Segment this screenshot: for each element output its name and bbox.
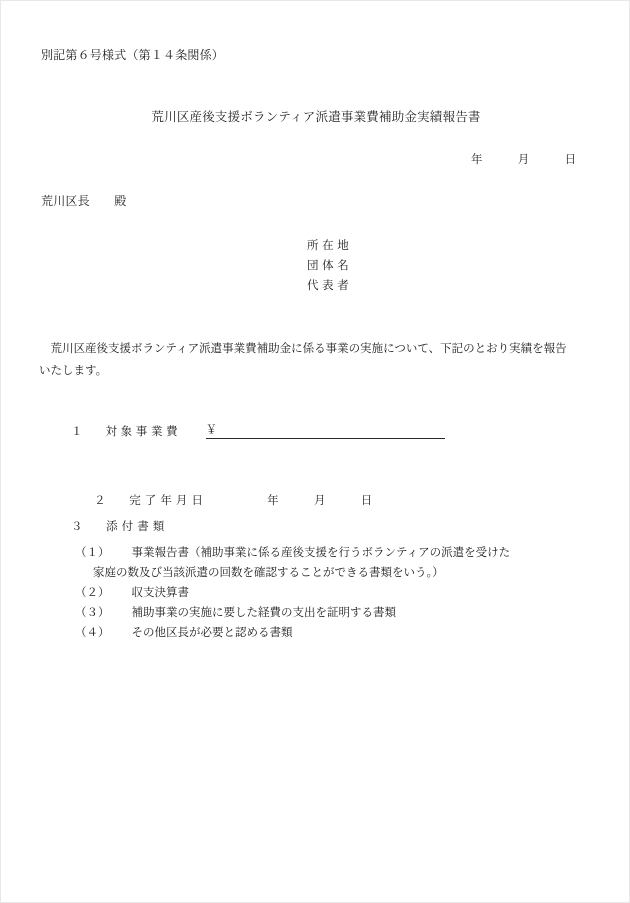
- item-2-date-fields[interactable]: 年 月 日: [267, 492, 373, 507]
- list-item: [75, 622, 620, 642]
- attachment-2-number: （２）: [75, 585, 110, 599]
- field-label-representative: 代 表 者: [307, 278, 349, 292]
- item-2-label: ２ 完 了 年 月 日: [94, 492, 204, 507]
- attachment-3-number: （３）: [75, 605, 110, 619]
- item-1-target-project-cost: [71, 421, 445, 439]
- item-1-amount-input[interactable]: [217, 437, 445, 439]
- applicant-info-block: [307, 235, 349, 295]
- item-1-label: １ 対 象 事 業 費: [71, 424, 178, 438]
- field-label-address: 所 在 地: [307, 238, 349, 252]
- attachment-4-text: その他区長が必要と認める書類: [131, 625, 293, 639]
- yen-symbol-icon: ￥: [206, 421, 218, 439]
- attachment-1-continuation: 家庭の数及び当該派遣の回数を確認することができる書類をいう。）: [93, 565, 444, 579]
- document-sheet: [1, 1, 630, 903]
- item-2-completion-date: [71, 483, 372, 518]
- form-number: 別記第６号様式（第１４条関係）: [41, 48, 225, 62]
- page-title: 荒川区産後支援ボランティア派遣事業費補助金実績報告書: [151, 109, 481, 124]
- list-item: [75, 602, 620, 622]
- item-3-attachments-label: ３ 添 付 書 類: [71, 519, 165, 533]
- body-paragraph: [39, 337, 599, 381]
- addressee: 荒川区長 殿: [41, 194, 127, 208]
- field-label-organization-name: 団 体 名: [307, 258, 349, 272]
- body-paragraph-line-2: いたします。: [39, 363, 108, 377]
- list-item: [75, 582, 620, 602]
- attachment-3-text: 補助事業の実施に要した経費の支出を証明する書類: [131, 605, 396, 619]
- attachment-list: [75, 542, 620, 642]
- attachment-2-text: 収支決算書: [131, 585, 189, 599]
- issue-date-line: 年 月 日: [471, 152, 577, 166]
- attachment-4-number: （４）: [75, 625, 110, 639]
- attachment-1-text: 事業報告書（補助事業に係る産後支援を行うボランティアの派遣を受けた: [131, 545, 511, 559]
- body-paragraph-line-1: 荒川区産後支援ボランティア派遣事業費補助金に係る事業の実施について、下記のとおり実績を報告: [39, 341, 567, 355]
- attachment-1-number: （１）: [75, 545, 110, 559]
- list-item: [75, 542, 620, 562]
